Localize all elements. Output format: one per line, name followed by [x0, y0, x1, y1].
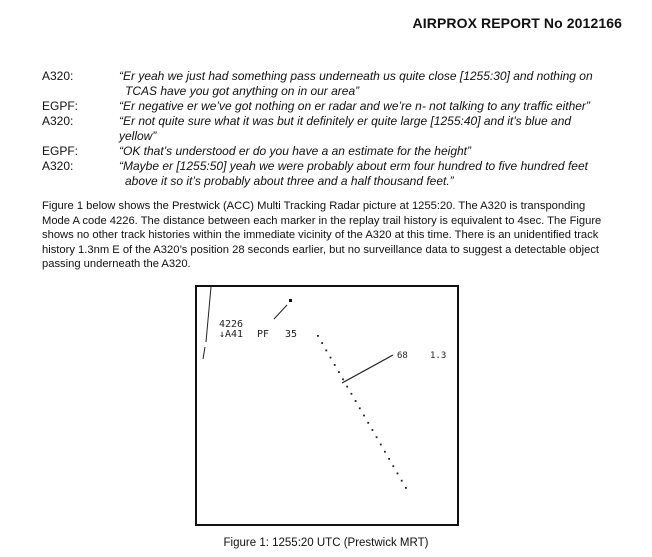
rt-transcript: [42, 69, 642, 189]
squawk-code-label: 4226: [219, 319, 244, 330]
speech-text: [119, 69, 642, 99]
transcript-row: [42, 114, 642, 144]
trail-marker: [397, 473, 399, 475]
callsign-label: PF: [257, 329, 270, 340]
unknown-track-label: 68: [397, 351, 408, 361]
paragraph-line: history 1.3nm E of the A320’s position 28 seconds earlier, but no surveillance data to suggest a detectable object: [42, 243, 600, 256]
speed-label: 35: [285, 329, 298, 340]
unknown-track-vector: [342, 355, 393, 383]
label-leader-line: [274, 305, 287, 319]
altitude-label: ↓A41: [219, 329, 244, 340]
trail-marker: [392, 465, 394, 467]
speech-line: “Er yeah we just had something pass underneath us quite close [1255:30] and nothing on: [119, 69, 593, 83]
trail-marker: [359, 407, 361, 409]
paragraph-line: shows no other track histories within the immediate vicinity of the A320 at this time. There is an unidentified track: [42, 229, 599, 241]
speech-line: “Maybe er [1255:50] yeah we were probably about erm four hundred to five hundred feet: [119, 159, 588, 173]
transcript-row: [42, 159, 642, 189]
trail-marker: [388, 458, 390, 460]
speech-text: [119, 114, 642, 144]
trail-marker: [384, 451, 386, 453]
boundary-line: [203, 347, 205, 359]
a320-track-history: [317, 335, 407, 489]
speaker-label: A320:: [42, 114, 74, 128]
trail-marker: [355, 400, 357, 402]
boundary-line: [206, 287, 211, 342]
trail-marker: [380, 444, 382, 446]
transcript-row: [42, 69, 642, 99]
radar-picture: [197, 287, 457, 524]
speech-text: [119, 144, 642, 159]
figure-caption: Figure 1: 1255:20 UTC (Prestwick MRT): [223, 537, 429, 549]
speech-line: TCAS have you got anything on in our area”: [125, 84, 360, 98]
speech-line: “Er not quite sure what it was but it definitely er quite large [1255:40] and it’s blue and: [119, 114, 572, 128]
speech-line: above it so it’s probably about three and a half thousand feet.”: [125, 174, 454, 188]
trail-marker: [342, 378, 344, 380]
trail-marker: [325, 350, 327, 352]
speech-line: yellow”: [119, 129, 157, 143]
trail-marker: [376, 436, 378, 438]
unknown-track-range: 1.3: [430, 351, 447, 361]
figure-description: [42, 199, 632, 272]
speaker-label: A320:: [42, 69, 74, 83]
speaker-label: EGPF:: [42, 144, 79, 158]
paragraph-line: Figure 1 below shows the Prestwick (ACC) Multi Tracking Radar picture at 1255:20. The A320 is transponding: [42, 200, 586, 212]
trail-marker: [338, 371, 340, 373]
paragraph-line: passing underneath the A320.: [42, 258, 191, 270]
paragraph-line: Mode A code 4226. The distance between each marker in the replay trail history is equivalent to 4sec. The Figure: [42, 214, 602, 227]
trail-marker: [317, 335, 319, 337]
trail-marker: [334, 364, 336, 366]
speech-text: [119, 99, 642, 114]
trail-marker: [330, 357, 332, 359]
speech-text: [119, 159, 642, 189]
trail-marker: [367, 422, 369, 424]
speaker-label: EGPF:: [42, 99, 79, 113]
trail-marker: [372, 429, 374, 431]
trail-marker: [405, 487, 407, 489]
speaker-label: A320:: [42, 159, 74, 173]
transcript-row: [42, 99, 642, 114]
speech-line: “Er negative er we’ve got nothing on er radar and we’re n- not talking to any traffic either”: [119, 99, 590, 113]
speech-line: “OK that’s understood er do you have a an estimate for the height”: [119, 144, 471, 158]
report-title: AIRPROX REPORT No 2012166: [412, 15, 622, 31]
trail-marker: [321, 342, 323, 344]
radar-figure: [195, 285, 459, 526]
trail-marker: [363, 415, 365, 417]
trail-marker: [346, 386, 348, 388]
transcript-row: [42, 144, 642, 159]
trail-marker: [351, 393, 353, 395]
a320-position-marker: [289, 299, 292, 302]
trail-marker: [401, 480, 403, 482]
